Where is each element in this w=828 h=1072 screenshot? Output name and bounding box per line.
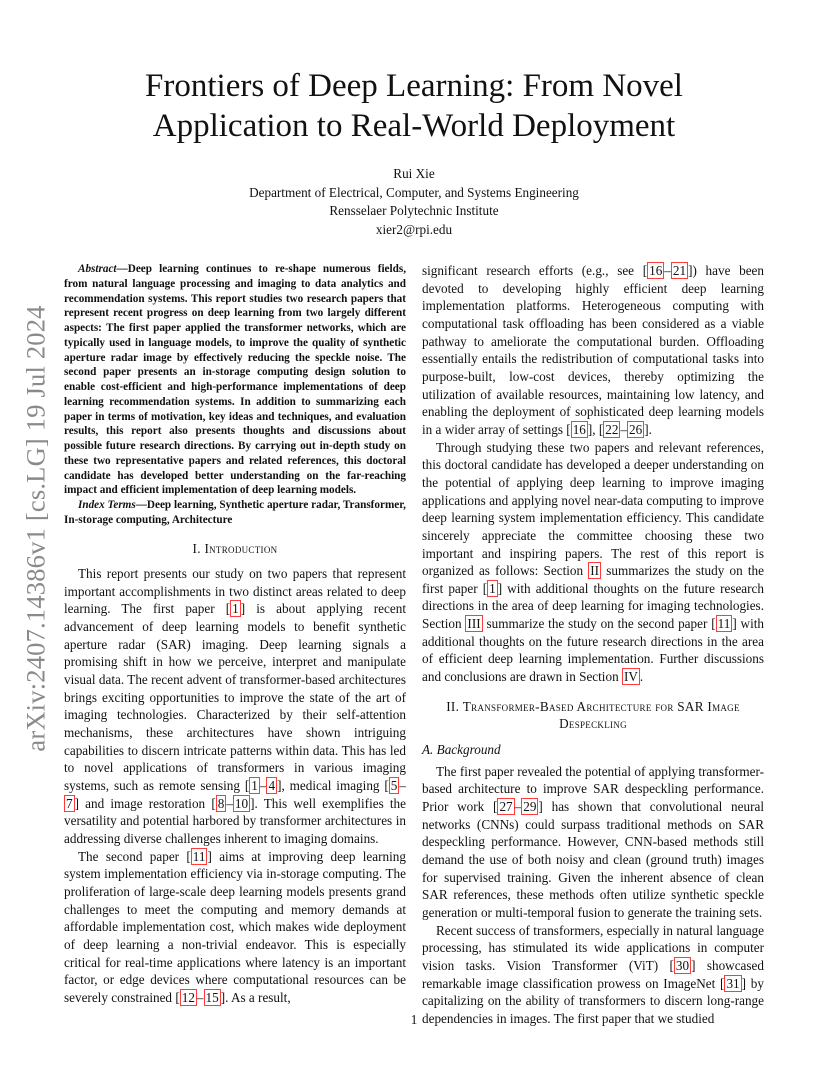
citation-link[interactable]: 8 bbox=[217, 795, 225, 811]
title-line-2: Application to Real-World Deployment bbox=[152, 108, 676, 144]
background-paragraph-1: The first paper revealed the potential of applying transformer-based architecture to improve SAR despeckling performance. Prior work [ 27 – 29 ] has shown that convolutional neural networks (CNNs) could surpass traditional methods on SAR despeckling performance. However, CNN-based methods still demand the use of both noisy and clean (ground truth) images for supervised training. Given the inherent absence of clean SAR references, these methods often utilize synthetic speckle generation or multi-temporal fusion to generate the training sets. bbox=[422, 763, 765, 920]
index-terms-label: Index Terms bbox=[78, 499, 136, 511]
citation-link[interactable]: 1 bbox=[489, 580, 496, 596]
citation-link[interactable]: 4 bbox=[268, 778, 276, 794]
citation-link[interactable]: 21 bbox=[672, 263, 687, 278]
author-email: xier2@rpi.edu bbox=[375, 221, 453, 237]
right-paragraph-1: significant research efforts (e.g., see [ 16 – 21 ]) have been devoted to developing highly efficient deep learning implementation platforms. Heterogeneous computing with computational task offloading has been considered as a viable pathway to ameliorate the computational burden. Offloading essentially entails the redistribution of computational tasks into purpose-built, low-cost devices, thereby optimizing the utilization of available resources, maintaining low latency, and enabling the deployment of sophisticated deep learning models in a wider array of settings [ 16 ], [ 22 – 26 ]. bbox=[422, 263, 764, 437]
page-number: 1 bbox=[410, 1012, 418, 1027]
citation-link[interactable]: 26 bbox=[629, 421, 643, 437]
section-link[interactable]: IV bbox=[623, 669, 638, 685]
citation-link[interactable]: 16 bbox=[649, 263, 663, 278]
section-heading-transformer: II. Transformer-Based Architecture for SAR Image Despeckling bbox=[446, 698, 740, 732]
author-department: Department of Electrical, Computer, and Systems Engineering bbox=[249, 184, 579, 200]
citation-link[interactable]: 12 bbox=[181, 989, 195, 1005]
paper-title bbox=[60, 66, 768, 146]
citation-link[interactable]: 1 bbox=[251, 778, 258, 794]
title-line-1: Frontiers of Deep Learning: From Novel bbox=[145, 68, 683, 104]
citation-link[interactable]: 31 bbox=[726, 975, 740, 991]
right-column bbox=[422, 262, 764, 1028]
abstract bbox=[64, 262, 406, 498]
index-terms-text: Deep learning, Synthetic aperture radar, Transformer, In-storage computing, Architecture bbox=[64, 499, 406, 526]
section-heading-introduction: I. Introduction bbox=[192, 540, 278, 556]
intro-paragraph-2: The second paper [ 11 ] aims at improving deep learning system implementation efficiency via in-storage computing. The proliferation of large-scale deep learning models presents grand challenges to meet the computing and memory demands at affordable implementation cost, which makes wide deployment of deep learning a non-trivial endeavor. This is especially critical for real-time applications where latency is an important factor, or edge devices where computational resources can be severely constrained [ 12 – 15 ]. As a result, bbox=[64, 848, 406, 1005]
right-paragraph-2: Through studying these two papers and relevant references, this doctoral candidate has developed a deeper understanding on the potential of applying deep learning to improve imaging applications and applying novel near-data computing to improve deep learning system implementation efficiency. This candidate sincerely appreciate the committee choosing these two important and inspiring papers. The rest of this report is organized as follows: Section II summarizes the study on the first paper [ 1 ] with additional thoughts on the future research directions in the area of deep learning for imaging technologies. Section III summarize the study on the second paper [ 11 ] with additional thoughts on the future research directions in the area of efficient deep learning implementation. Further discussions and conclusions are drawn in Section IV . bbox=[422, 439, 765, 685]
citation-link[interactable]: 30 bbox=[675, 957, 690, 973]
abstract-label: Abstract bbox=[78, 263, 117, 275]
citation-link[interactable]: 22 bbox=[605, 421, 619, 437]
background-paragraph-2: Recent success of transformers, especially in natural language processing, has stimulated its wide applications in computer vision tasks. Vision Transformer (ViT) [ 30 ] showcased remarkable image classification prowess on ImageNet [ 31 ] by capitalizing on the ability of transformers to discern long-range dependencies in images. The first paper that we studied bbox=[422, 922, 764, 1026]
abstract-text: Deep learning continues to re-shape numerous fields, from natural language processing and imaging to data analytics and recommendation systems. This report studies two research papers that represent recent progress on deep learning from two largely different aspects: The first paper applied the transformer networks, which are typically used in language models, to improve the quality of synthetic aperture radar image by effectively reducing the speckle noise. The second paper presents an in-storage computing design solution to enable cost-efficient and high-performance implementations of deep learning recommendation systems. In addition to summarizing each paper in terms of motivation, key ideas and techniques, and evaluation results, this report also presents thoughts and discussions about possible future research directions. By carrying out in-depth study on these two representative papers and related references, this doctoral candidate has developed better understanding on the far-reaching impact and efficient implementation of deep learning models. bbox=[64, 263, 406, 497]
arxiv-identifier: arXiv:2407.14386v1 [cs.LG] 19 Jul 2024 bbox=[20, 304, 51, 752]
citation-link[interactable]: 11 bbox=[192, 848, 206, 864]
citation-link[interactable]: 1 bbox=[232, 601, 239, 617]
arxiv-sidebar-stamp bbox=[12, 298, 60, 758]
citation-link[interactable]: 10 bbox=[234, 795, 249, 811]
citation-link[interactable]: 7 bbox=[66, 795, 73, 811]
author-block bbox=[160, 165, 668, 239]
subsection-heading-background: A. Background bbox=[422, 742, 501, 758]
abstract-dash: — bbox=[116, 263, 128, 275]
intro-paragraph-1: This report presents our study on two papers that represent important accomplishments in two distinct areas related to deep learning. The first paper [ 1 ] is about applying recent advancement of deep learning models to benefit synthetic aperture radar (SAR) imaging. Deep learning signals a promising shift in how we perceive, interpret and manipulate visual data. The recent advent of transformer-based architectures brings exciting opportunities to improve the state of the art of imaging technologies. Characterized by their self-attention mechanisms, these architectures have shown intriguing capabilities to discern intricate patterns within data. This has led to novel applications of transformers in various imaging systems, such as remote sensing [ 1 – 4 ], medical imaging [ 5 –7 ] and image restoration [ 8 – 10 ]. This well exemplifies the versatility and potential harbored by transformer architectures in addressing diverse challenges inherent to imaging domains. bbox=[64, 566, 406, 846]
citation-link[interactable]: 16 bbox=[572, 421, 586, 437]
index-terms: Index Terms—Deep learning, Synthetic aperture radar, Transformer, In-storage computing, Architecture bbox=[64, 499, 406, 526]
citation-link[interactable]: 5 bbox=[390, 778, 398, 794]
section-link[interactable]: II bbox=[590, 563, 600, 579]
section-link[interactable]: III bbox=[467, 616, 481, 632]
left-column bbox=[64, 262, 406, 1007]
citation-link[interactable]: 15 bbox=[205, 989, 219, 1005]
author-name: Rui Xie bbox=[393, 166, 435, 181]
citation-link[interactable]: 11 bbox=[717, 616, 731, 632]
citation-link[interactable]: 27 bbox=[499, 799, 513, 815]
citation-link[interactable]: 29 bbox=[523, 799, 537, 815]
author-institute: Rensselaer Polytechnic Institute bbox=[329, 203, 499, 218]
